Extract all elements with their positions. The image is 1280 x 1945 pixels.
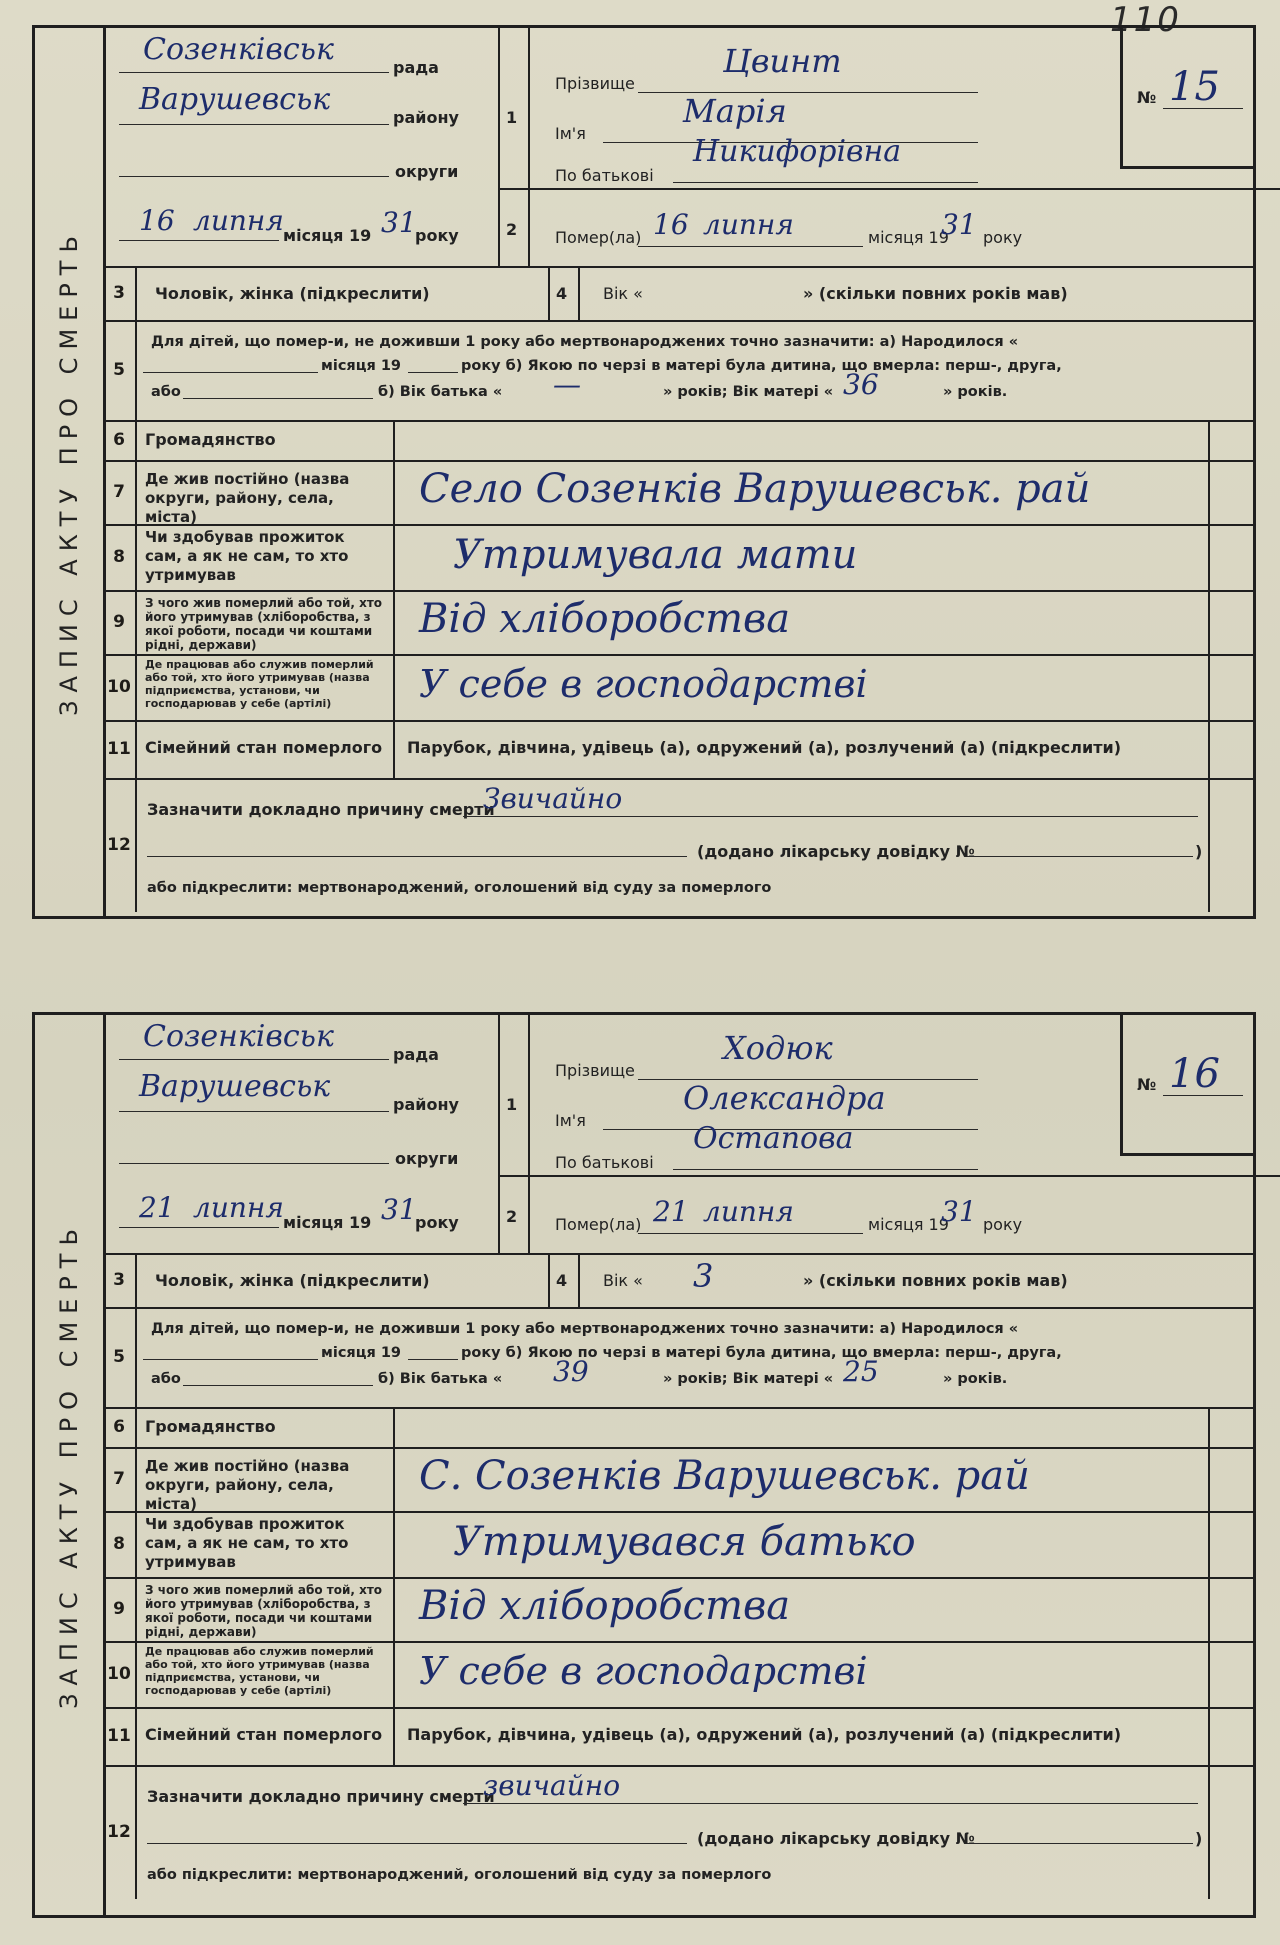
reg-month-value: липня [193, 204, 284, 237]
cause-label: Зазначити докладно причину смерти [147, 1787, 495, 1806]
reg-date-line [119, 1227, 279, 1228]
record-number-box [1120, 28, 1253, 169]
row-number-8: 8 [103, 524, 137, 590]
residence-label: Де жив постійно (назва округи, району, села, міста) [145, 470, 350, 526]
surname-label: Прізвище [555, 1061, 635, 1080]
okrug-label: округи [395, 1149, 459, 1168]
divider [1208, 420, 1210, 460]
sex-label: Чоловік, жінка (підкреслити) [155, 284, 430, 303]
certificate-line [967, 856, 1193, 857]
children-row [103, 1307, 1253, 1409]
divider [393, 720, 395, 778]
mother-age-value: 25 [843, 1355, 879, 1388]
income-value: Від хліборобства [419, 1583, 791, 1629]
row-number-1: 1 [506, 108, 518, 127]
reg-year-value: 31 [381, 206, 417, 239]
divider [393, 590, 395, 654]
income-row [103, 590, 1253, 656]
certificate-label: (додано лікарську довідку № [697, 1829, 975, 1848]
cause-line-2 [147, 856, 687, 857]
born-year-line [408, 372, 458, 373]
row-number-3: 3 [103, 266, 137, 320]
cause-row [103, 1765, 1253, 1899]
children-line-3c: » років; Вік матері « [663, 384, 834, 400]
sex-age-row [103, 1253, 1253, 1309]
children-line-3b: б) Вік батька « [378, 1371, 503, 1387]
children-line-3a: або [151, 384, 181, 400]
record-number-label: № [1137, 1075, 1157, 1094]
row-number-10: 10 [103, 1641, 137, 1707]
certificate-end: ) [1195, 842, 1203, 861]
age-value: 3 [693, 1257, 714, 1295]
divider [393, 1577, 395, 1641]
row-number-12: 12 [103, 1765, 137, 1899]
row-number-4: 4 [556, 1271, 568, 1290]
order-line [183, 398, 373, 399]
work-label: Де працював або служив померлий або той, хто його утримував (назва підприємства, установи, чи господарював у себе (артілі) [145, 658, 374, 710]
divider [498, 28, 500, 266]
citizenship-row [103, 1407, 1253, 1449]
reg-month-label: місяця 19 [283, 1213, 372, 1232]
children-line-2b: року б) Якою по черзі в матері була дитина, що вмерла: перш-, друга, [461, 358, 1062, 374]
father-age-value: 39 [553, 1355, 589, 1388]
row-number-7: 7 [103, 1447, 137, 1511]
died-month-value: липня [703, 208, 794, 241]
income-label: З чого жив померлий або той, хто його утримував (хліборобства, з якої роботи, посади чи коштами рідні, держави) [145, 1583, 383, 1639]
certificate-end: ) [1195, 1829, 1203, 1848]
row-number-1: 1 [506, 1095, 518, 1114]
cause-label: Зазначити докладно причину смерти [147, 800, 495, 819]
council-line [119, 72, 389, 73]
name-label: Ім'я [555, 1111, 586, 1130]
family-label: Сімейний стан померлого [145, 738, 383, 757]
record-side-title-cell [35, 1015, 106, 1915]
divider [393, 524, 395, 590]
divider [393, 1511, 395, 1577]
divider [393, 1707, 395, 1765]
mother-age-value: 36 [843, 368, 879, 401]
residence-value: С. Созенків Варушевськ. рай [419, 1453, 1030, 1499]
okrug-line [119, 1163, 389, 1164]
divider [393, 420, 395, 460]
row-number-12: 12 [103, 778, 137, 912]
record-side-title: ЗАПИС АКТУ ПРО СМЕРТЬ [55, 228, 83, 716]
sex-label: Чоловік, жінка (підкреслити) [155, 1271, 430, 1290]
children-line-2a: місяця 19 [321, 1345, 402, 1361]
divider [1208, 460, 1210, 524]
patronymic-label: По батькові [555, 166, 654, 185]
divider [1208, 1407, 1210, 1447]
work-value: У себе в господарстві [419, 1649, 868, 1693]
district-label: району [393, 108, 459, 127]
divider [578, 266, 580, 320]
cause-line-2 [147, 1843, 687, 1844]
certificate-label: (додано лікарську довідку № [697, 842, 975, 861]
children-line-3b: б) Вік батька « [378, 384, 503, 400]
row-number-11: 11 [103, 1707, 137, 1765]
work-label: Де працював або служив померлий або той, хто його утримував (назва підприємства, установи, чи господарював у себе (артілі) [145, 1645, 374, 1697]
record-number-box [1120, 1015, 1253, 1156]
reg-date-line [119, 240, 279, 241]
citizenship-row [103, 420, 1253, 462]
divider [548, 1253, 550, 1307]
record-number-line [1163, 108, 1243, 109]
district-label: району [393, 1095, 459, 1114]
cause-value: Звичайно [483, 782, 623, 815]
children-line-3a: або [151, 1371, 181, 1387]
died-month-value: липня [703, 1195, 794, 1228]
livelihood-label: Чи здобував прожиток сам, а як не сам, то хто утримував [145, 1515, 349, 1571]
divider [1208, 1577, 1210, 1641]
surname-label: Прізвище [555, 74, 635, 93]
record-number-value: 16 [1169, 1051, 1220, 1097]
divider [498, 1015, 500, 1253]
patronymic-label: По батькові [555, 1153, 654, 1172]
children-line-1: Для дітей, що помер-и, не доживши 1 року або мертвонароджених точно зазначити: а) Народилося « [151, 1321, 1019, 1337]
died-month-label: місяця 19 [868, 228, 949, 247]
born-date-line [143, 372, 318, 373]
died-date-line [638, 246, 863, 247]
divider [1208, 590, 1210, 654]
reg-year-value: 31 [381, 1193, 417, 1226]
header-block [103, 28, 1253, 268]
council-value: Созенківськ [143, 1019, 334, 1054]
divider [1208, 1707, 1210, 1765]
reg-day-value: 16 [139, 204, 175, 237]
name-label: Ім'я [555, 124, 586, 143]
stillborn-note: або підкреслити: мертвонароджений, оголошений від суду за померлого [147, 880, 772, 896]
children-line-3c: » років; Вік матері « [663, 1371, 834, 1387]
row-number-6: 6 [103, 1407, 137, 1447]
residence-value: Село Созенків Варушевськ. рай [419, 466, 1091, 512]
district-value: Варушевськ [139, 82, 331, 117]
income-row [103, 1577, 1253, 1643]
row-number-7: 7 [103, 460, 137, 524]
cause-value: звичайно [483, 1769, 621, 1802]
divider [393, 654, 395, 720]
okrug-label: округи [395, 162, 459, 181]
age-label: Вік « [603, 284, 643, 303]
sex-age-row [103, 266, 1253, 322]
divider [548, 266, 550, 320]
died-month-label: місяця 19 [868, 1215, 949, 1234]
council-label: рада [393, 1045, 439, 1064]
record-side-title-cell [35, 28, 106, 916]
died-date-line [638, 1233, 863, 1234]
born-date-line [143, 1359, 318, 1360]
name-value: Марія [683, 92, 787, 130]
row-number-2: 2 [506, 1207, 518, 1226]
order-line [183, 1385, 373, 1386]
okrug-line [119, 176, 389, 177]
name-value: Олександра [683, 1079, 886, 1117]
divider [528, 28, 530, 266]
divider [498, 188, 1280, 190]
row-number-5: 5 [103, 1307, 137, 1407]
livelihood-row [103, 524, 1253, 592]
row-number-8: 8 [103, 1511, 137, 1577]
died-year-label: року [983, 1215, 1023, 1234]
divider [1208, 1641, 1210, 1707]
patronymic-line [673, 1169, 978, 1170]
children-line-3d: » років. [943, 384, 1008, 400]
district-line [119, 1111, 389, 1112]
cause-row [103, 778, 1253, 912]
divider [393, 1641, 395, 1707]
family-row [103, 1707, 1253, 1767]
row-number-6: 6 [103, 420, 137, 460]
council-line [119, 1059, 389, 1060]
row-number-9: 9 [103, 590, 137, 654]
children-line-1: Для дітей, що помер-и, не доживши 1 року або мертвонароджених точно зазначити: а) Народилося « [151, 334, 1019, 350]
reg-month-value: липня [193, 1191, 284, 1224]
divider [578, 1253, 580, 1307]
died-year-label: року [983, 228, 1023, 247]
row-number-10: 10 [103, 654, 137, 720]
row-number-4: 4 [556, 284, 568, 303]
reg-year-label: року [415, 226, 459, 245]
work-value: У себе в господарстві [419, 662, 868, 706]
row-number-2: 2 [506, 220, 518, 239]
livelihood-label: Чи здобував прожиток сам, а як не сам, то хто утримував [145, 528, 349, 584]
divider [1208, 1447, 1210, 1511]
livelihood-value: Утримувався батько [453, 1519, 916, 1565]
children-line-2a: місяця 19 [321, 358, 402, 374]
district-line [119, 124, 389, 125]
patronymic-value: Остапова [693, 1121, 854, 1156]
divider [1208, 524, 1210, 590]
born-year-line [408, 1359, 458, 1360]
died-day-value: 16 [653, 208, 689, 241]
died-year-value: 31 [941, 1195, 977, 1228]
children-line-2b: року б) Якою по черзі в матері була дитина, що вмерла: перш-, друга, [461, 1345, 1062, 1361]
residence-row [103, 460, 1253, 526]
divider [1208, 654, 1210, 720]
family-label: Сімейний стан померлого [145, 1725, 383, 1744]
divider [1208, 720, 1210, 778]
death-record [32, 25, 1256, 919]
residence-row [103, 1447, 1253, 1513]
row-number-3: 3 [103, 1253, 137, 1307]
livelihood-value: Утримувала мати [453, 532, 858, 578]
divider [393, 1447, 395, 1511]
row-number-11: 11 [103, 720, 137, 778]
stillborn-note: або підкреслити: мертвонароджений, оголошений від суду за померлого [147, 1867, 772, 1883]
surname-value: Цвинт [723, 42, 842, 80]
row-number-9: 9 [103, 1577, 137, 1641]
family-row [103, 720, 1253, 780]
residence-label: Де жив постійно (назва округи, району, села, міста) [145, 1457, 350, 1513]
divider [1208, 1765, 1210, 1899]
district-value: Варушевськ [139, 1069, 331, 1104]
divider [393, 1407, 395, 1447]
died-year-value: 31 [941, 208, 977, 241]
patronymic-value: Никифорівна [693, 134, 902, 169]
divider [498, 1175, 1280, 1177]
cause-line [463, 1803, 1198, 1804]
cause-line [463, 816, 1198, 817]
died-label: Помер(ла) [555, 1215, 642, 1234]
income-value: Від хліборобства [419, 596, 791, 642]
died-day-value: 21 [653, 1195, 689, 1228]
income-label: З чого жив померлий або той, хто його утримував (хліборобства, з якої роботи, посади чи коштами рідні, держави) [145, 596, 383, 652]
death-record [32, 1012, 1256, 1918]
died-label: Помер(ла) [555, 228, 642, 247]
children-line-3d: » років. [943, 1371, 1008, 1387]
age-suffix: » (скільки повних років мав) [803, 1271, 1068, 1290]
reg-day-value: 21 [139, 1191, 175, 1224]
record-number-line [1163, 1095, 1243, 1096]
patronymic-line [673, 182, 978, 183]
citizenship-label: Громадянство [145, 430, 276, 449]
council-value: Созенківськ [143, 32, 334, 67]
reg-month-label: місяця 19 [283, 226, 372, 245]
work-row [103, 1641, 1253, 1709]
header-block [103, 1015, 1253, 1255]
divider [1208, 1511, 1210, 1577]
divider [393, 460, 395, 524]
age-label: Вік « [603, 1271, 643, 1290]
age-suffix: » (скільки повних років мав) [803, 284, 1068, 303]
citizenship-label: Громадянство [145, 1417, 276, 1436]
livelihood-row [103, 1511, 1253, 1579]
surname-value: Ходюк [723, 1029, 833, 1067]
certificate-line [967, 1843, 1193, 1844]
record-number-value: 15 [1169, 64, 1220, 110]
page-number: 110 [1110, 0, 1181, 40]
work-row [103, 654, 1253, 722]
family-options: Парубок, дівчина, удівець (а), одружений (а), розлучений (а) (підкреслити) [407, 1725, 1121, 1744]
father-age-value: — [553, 368, 581, 401]
record-number-label: № [1137, 88, 1157, 107]
divider [1208, 778, 1210, 912]
row-number-5: 5 [103, 320, 137, 420]
council-label: рада [393, 58, 439, 77]
divider [528, 1015, 530, 1253]
record-side-title: ЗАПИС АКТУ ПРО СМЕРТЬ [55, 1221, 83, 1709]
children-row [103, 320, 1253, 422]
family-options: Парубок, дівчина, удівець (а), одружений (а), розлучений (а) (підкреслити) [407, 738, 1121, 757]
reg-year-label: року [415, 1213, 459, 1232]
